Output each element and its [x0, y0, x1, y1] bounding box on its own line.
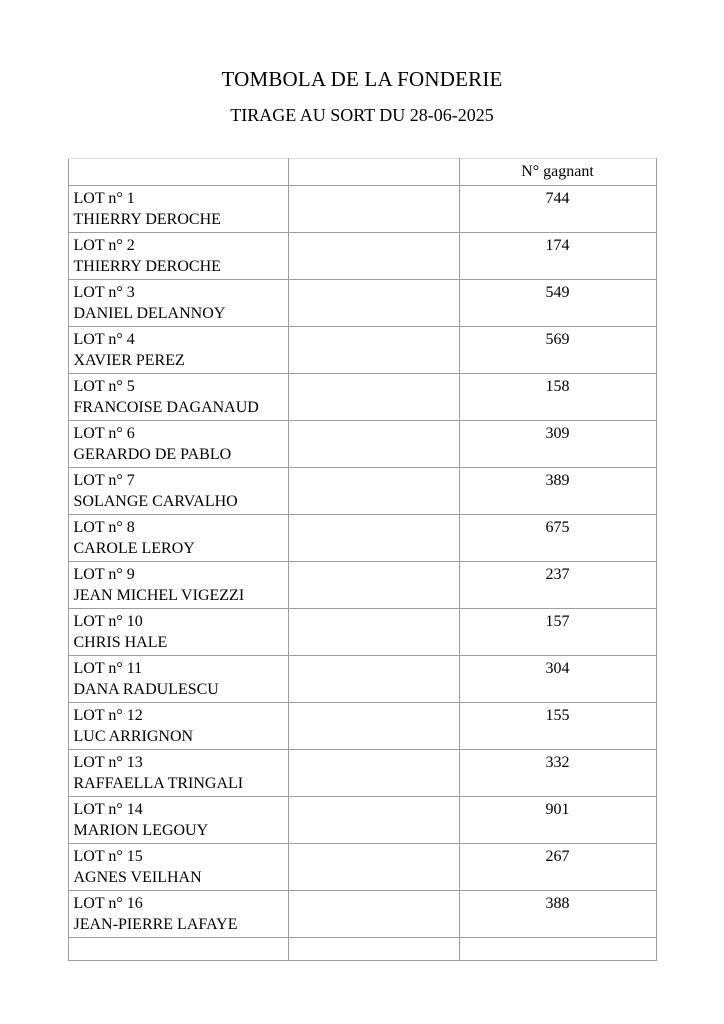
lot-cell — [68, 750, 288, 797]
winner-name: XAVIER PEREZ — [73, 352, 185, 369]
lot-cell — [68, 327, 288, 374]
lot-label: LOT n° 12 — [73, 707, 143, 724]
lot-label: LOT n° 11 — [73, 660, 143, 677]
empty-cell — [288, 844, 459, 891]
winning-number: 388 — [459, 891, 656, 938]
empty-cell — [288, 233, 459, 280]
empty-cell — [288, 656, 459, 703]
lot-cell — [68, 468, 288, 515]
winner-name: MARION LEGOUY — [73, 822, 209, 839]
winning-number: 174 — [459, 233, 656, 280]
lot-label: LOT n° 14 — [73, 801, 143, 818]
lot-label: LOT n° 4 — [73, 331, 135, 348]
empty-cell — [288, 280, 459, 327]
lot-label: LOT n° 6 — [73, 425, 135, 442]
lot-cell — [68, 844, 288, 891]
winning-number: 744 — [459, 186, 656, 233]
table-header-row — [68, 159, 656, 186]
empty-cell — [288, 327, 459, 374]
lot-cell — [68, 280, 288, 327]
lot-cell — [68, 797, 288, 844]
winner-name: DANA RADULESCU — [73, 681, 219, 698]
table-row — [68, 844, 656, 891]
empty-cell — [288, 421, 459, 468]
empty-cell — [288, 609, 459, 656]
winning-number: 304 — [459, 656, 656, 703]
empty-cell — [288, 515, 459, 562]
empty-cell — [288, 797, 459, 844]
lot-cell — [68, 891, 288, 938]
empty-cell — [288, 562, 459, 609]
winning-number: 569 — [459, 327, 656, 374]
lot-label: LOT n° 10 — [73, 613, 143, 630]
page-subtitle: TIRAGE AU SORT DU 28-06-2025 — [230, 105, 494, 125]
winner-name: CHRIS HALE — [73, 634, 168, 651]
lot-cell — [68, 656, 288, 703]
trailing-empty-row — [68, 938, 656, 961]
empty-cell — [288, 374, 459, 421]
lot-cell — [68, 515, 288, 562]
winner-name: THIERRY DEROCHE — [73, 258, 221, 275]
lot-cell — [68, 609, 288, 656]
table-row — [68, 468, 656, 515]
lot-label: LOT n° 16 — [73, 895, 143, 912]
lot-label: LOT n° 9 — [73, 566, 135, 583]
lot-label: LOT n° 5 — [73, 378, 135, 395]
lot-label: LOT n° 2 — [73, 237, 135, 254]
table-row — [68, 797, 656, 844]
page-title: TOMBOLA DE LA FONDERIE — [221, 67, 503, 91]
table-row — [68, 186, 656, 233]
table-row — [68, 280, 656, 327]
winning-number: 237 — [459, 562, 656, 609]
empty-cell — [288, 468, 459, 515]
winner-name: GERARDO DE PABLO — [73, 446, 232, 463]
winner-name: JEAN MICHEL VIGEZZI — [73, 587, 245, 604]
lot-cell — [68, 186, 288, 233]
lot-label: LOT n° 8 — [73, 519, 135, 536]
winning-number: 267 — [459, 844, 656, 891]
header-cell-lot — [68, 159, 288, 186]
lot-label: LOT n° 3 — [73, 284, 135, 301]
winning-number: 155 — [459, 703, 656, 750]
empty-cell — [288, 891, 459, 938]
empty-cell — [288, 703, 459, 750]
winning-number: 549 — [459, 280, 656, 327]
winner-name: FRANCOISE DAGANAUD — [73, 399, 259, 416]
winner-name: AGNES VEILHAN — [73, 869, 202, 886]
winner-name: SOLANGE CARVALHO — [73, 493, 238, 510]
winning-number: 309 — [459, 421, 656, 468]
lot-cell — [68, 562, 288, 609]
lot-cell — [68, 421, 288, 468]
winning-number: 157 — [459, 609, 656, 656]
winner-name: RAFFAELLA TRINGALI — [73, 775, 244, 792]
table-row — [68, 656, 656, 703]
winning-number: 332 — [459, 750, 656, 797]
table-row — [68, 374, 656, 421]
winner-name: JEAN-PIERRE LAFAYE — [73, 916, 238, 933]
winning-number: 158 — [459, 374, 656, 421]
winner-name: DANIEL DELANNOY — [73, 305, 226, 322]
table-row — [68, 233, 656, 280]
table-row — [68, 421, 656, 468]
table-row — [68, 562, 656, 609]
table-row — [68, 515, 656, 562]
winning-number: 901 — [459, 797, 656, 844]
empty-cell — [68, 938, 288, 961]
lot-cell — [68, 374, 288, 421]
lot-label: LOT n° 13 — [73, 754, 143, 771]
winning-number: 389 — [459, 468, 656, 515]
lot-label: LOT n° 15 — [73, 848, 143, 865]
empty-cell — [288, 750, 459, 797]
table-row — [68, 891, 656, 938]
empty-cell — [459, 938, 656, 961]
header-cell-winning-number: N° gagnant — [459, 159, 656, 186]
lot-cell — [68, 703, 288, 750]
table-row — [68, 609, 656, 656]
tombola-results-table — [68, 158, 657, 961]
table-row — [68, 750, 656, 797]
lot-label: LOT n° 1 — [73, 190, 135, 207]
header-cell-middle — [288, 159, 459, 186]
winning-number: 675 — [459, 515, 656, 562]
empty-cell — [288, 186, 459, 233]
winner-name: CAROLE LEROY — [73, 540, 195, 557]
table-row — [68, 327, 656, 374]
winner-name: LUC ARRIGNON — [73, 728, 194, 745]
lot-label: LOT n° 7 — [73, 472, 135, 489]
lot-cell — [68, 233, 288, 280]
table-row — [68, 703, 656, 750]
winner-name: THIERRY DEROCHE — [73, 211, 221, 228]
empty-cell — [288, 938, 459, 961]
